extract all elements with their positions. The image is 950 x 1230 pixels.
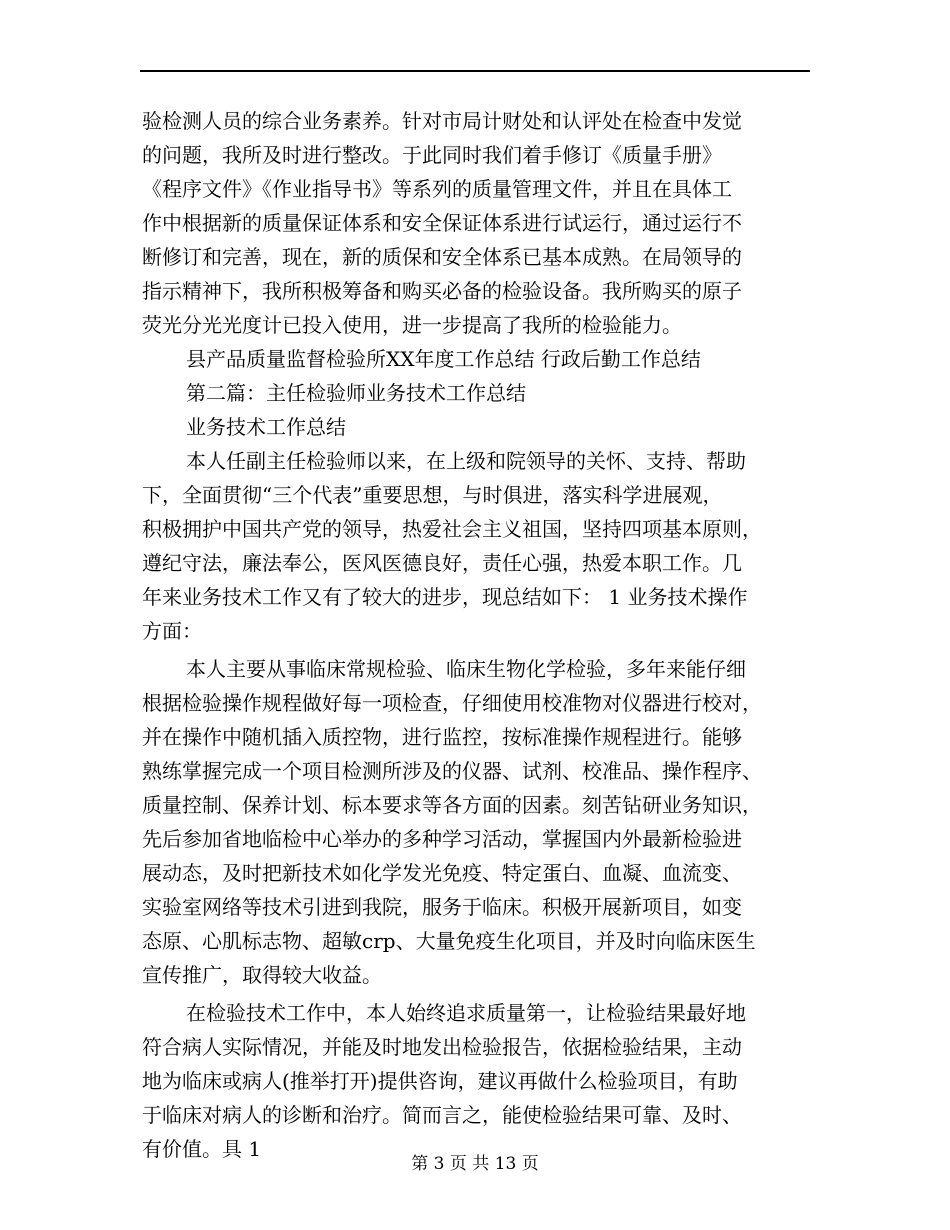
text-line: 作中根据新的质量保证体系和安全保证体系进行试运行，通过运行不 bbox=[142, 211, 742, 235]
text-line: 断修订和完善，现在，新的质保和安全体系已基本成熟。在局领导的 bbox=[142, 245, 742, 269]
header-rule bbox=[140, 70, 810, 72]
text-line: 熟练掌握完成一个项目检测所涉及的仪器、试剂、校准品、操作程序、 bbox=[142, 759, 762, 783]
text-line: 本人主要从事临床常规检验、临床生物化学检验，多年来能仔细 bbox=[186, 657, 746, 681]
article-title-line: 县产品质量监督检验所XX年度工作总结 行政后勤工作总结 bbox=[186, 347, 701, 371]
text-line: 于临床对病人的诊断和治疗。简而言之，能使检验结果可靠、及时、 bbox=[142, 1103, 742, 1127]
text-line: 荧光分光光度计已投入使用，进一步提高了我所的检验能力。 bbox=[142, 313, 682, 337]
document-body bbox=[142, 104, 810, 1166]
text-line: 展动态，及时把新技术如化学发光免疫、特定蛋白、血凝、血流变、 bbox=[142, 861, 742, 885]
text-line: 遵纪守法，廉法奉公，医风医德良好，责任心强，热爱本职工作。几 bbox=[142, 551, 742, 575]
text-line: 宣传推广，取得较大收益。 bbox=[142, 963, 382, 987]
text-line: 本人任副主任检验师以来，在上级和院领导的关怀、支持、帮助 bbox=[186, 449, 746, 473]
text-line: 并在操作中随机插入质控物，进行监控，按标准操作规程进行。能够 bbox=[142, 725, 742, 749]
text-line: 积极拥护中国共产党的领导，热爱社会主义祖国，坚持四项基本原则， bbox=[142, 517, 762, 541]
section-heading: 第二篇：主任检验师业务技术工作总结 bbox=[186, 381, 526, 405]
text-line: 的问题，我所及时进行整改。于此同时我们着手修订《质量手册》 bbox=[142, 143, 722, 167]
text-line: 质量控制、保养计划、标本要求等各方面的因素。刻苦钻研业务知识， bbox=[142, 793, 762, 817]
text-line: 在检验技术工作中，本人始终追求质量第一，让检验结果最好地 bbox=[186, 1001, 746, 1025]
text-line: 符合病人实际情况，并能及时地发出检验报告，依据检验结果，主动 bbox=[142, 1035, 742, 1059]
text-line: 年来业务技术工作又有了较大的进步，现总结如下： 1 业务技术操作 bbox=[142, 585, 748, 609]
text-line: 先后参加省地临检中心举办的多种学习活动，掌握国内外最新检验进 bbox=[142, 827, 742, 851]
text-line: 指示精神下，我所积极筹备和购买必备的检验设备。我所购买的原子 bbox=[142, 279, 742, 303]
text-line: 方面： bbox=[142, 619, 202, 643]
text-line: 验检测人员的综合业务素养。针对市局计财处和认评处在检查中发觉 bbox=[142, 109, 742, 133]
text-line: 有价值。具 1 bbox=[142, 1137, 262, 1161]
text-line: 根据检验操作规程做好每一项检查，仔细使用校准物对仪器进行校对， bbox=[142, 691, 762, 715]
subsection-heading: 业务技术工作总结 bbox=[186, 415, 346, 439]
page-number-footer: 第 3 页 共 13 页 bbox=[411, 1154, 539, 1174]
text-line: 态原、心肌标志物、超敏crp、大量免疫生化项目，并及时向临床医生 bbox=[142, 929, 756, 953]
text-line: 实验室网络等技术引进到我院，服务于临床。积极开展新项目，如变 bbox=[142, 895, 742, 919]
text-line: 地为临床或病人(推举打开)提供咨询，建议再做什么检验项目，有助 bbox=[142, 1069, 738, 1093]
text-line: 下，全面贯彻“三个代表”重要思想，与时俱进，落实科学进展观， bbox=[142, 483, 723, 507]
text-line: 《程序文件》《作业指导书》等系列的质量管理文件，并且在具体工 bbox=[142, 177, 732, 201]
